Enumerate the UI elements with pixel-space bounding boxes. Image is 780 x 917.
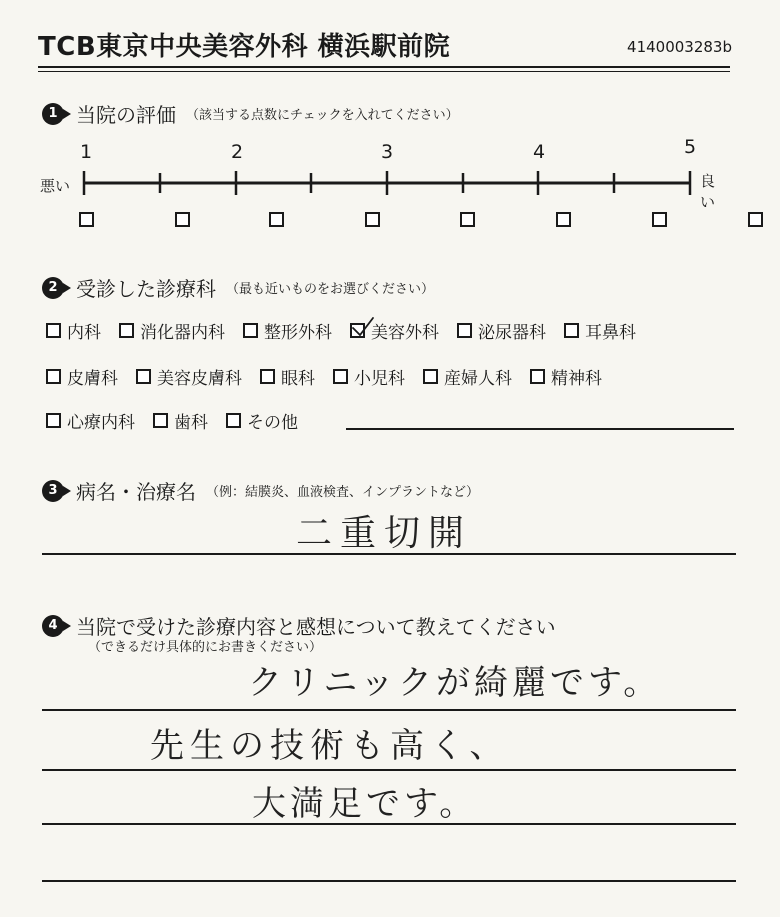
- department-label: 精神科: [551, 369, 602, 389]
- section-number-badge: 1: [42, 103, 64, 125]
- department-option[interactable]: [46, 318, 101, 343]
- rating-checkbox-1[interactable]: [79, 212, 94, 227]
- department-row-3: [46, 408, 306, 433]
- form-title: TCB東京中央美容外科 横浜駅前院: [38, 32, 451, 62]
- department-option[interactable]: [243, 318, 332, 343]
- department-label: 皮膚科: [67, 369, 118, 389]
- scale-bad-label: 悪い: [40, 177, 71, 195]
- feedback-rule-4: [42, 880, 736, 882]
- feedback-rule-1: [42, 709, 736, 711]
- section-3-hint: （例：結膜炎、血液検査、インプラントなど）: [206, 485, 480, 500]
- section-3-label: 病名・治療名: [76, 480, 196, 504]
- rating-checkbox-2-5[interactable]: [365, 212, 380, 227]
- department-label: 小児科: [354, 369, 405, 389]
- department-checkbox[interactable]: [530, 369, 545, 384]
- department-checkbox[interactable]: [153, 413, 168, 428]
- department-checkbox[interactable]: [260, 369, 275, 384]
- section-number-badge: 2: [42, 277, 64, 299]
- department-checkbox[interactable]: [46, 323, 61, 338]
- feedback-line-1[interactable]: クリニックが綺麗です。: [248, 663, 662, 703]
- department-option[interactable]: [457, 318, 546, 343]
- rating-checkbox-3[interactable]: [460, 212, 475, 227]
- department-option[interactable]: [46, 364, 118, 389]
- department-option[interactable]: [423, 364, 512, 389]
- section-2-label: 受診した診療科: [76, 277, 216, 301]
- department-checkbox[interactable]: [564, 323, 579, 338]
- other-department-line[interactable]: [346, 428, 734, 430]
- department-label: 眼科: [281, 369, 315, 389]
- department-checkbox[interactable]: [226, 413, 241, 428]
- section-4-hint: （できるだけ具体的にお書きください）: [88, 640, 323, 655]
- scale-number-3: 3: [380, 141, 394, 163]
- scale-number-4: 4: [532, 141, 546, 163]
- department-option-checked[interactable]: [350, 318, 439, 343]
- section-number-badge: 4: [42, 615, 64, 637]
- diagnosis-line: [42, 553, 736, 555]
- department-label: 耳鼻科: [585, 323, 636, 343]
- department-label: 内科: [67, 323, 101, 343]
- department-checkbox[interactable]: [136, 369, 151, 384]
- department-option[interactable]: [136, 364, 242, 389]
- department-label: 整形外科: [264, 323, 332, 343]
- section-2-hint: （最も近いものをお選びください）: [226, 282, 435, 297]
- department-option[interactable]: [564, 318, 636, 343]
- department-label: 泌尿器科: [478, 323, 546, 343]
- department-option[interactable]: [153, 408, 208, 433]
- department-checkbox[interactable]: [457, 323, 472, 338]
- department-option[interactable]: [260, 364, 315, 389]
- feedback-line-3[interactable]: 大満足です。: [252, 784, 478, 824]
- diagnosis-answer[interactable]: 二重切開: [296, 513, 473, 554]
- scale-number-1: 1: [79, 141, 93, 163]
- department-row-1: [46, 318, 636, 343]
- department-row-2: [46, 364, 602, 389]
- section-number-badge: 3: [42, 480, 64, 502]
- department-label: 美容皮膚科: [157, 369, 242, 389]
- rating-checkbox-2[interactable]: [269, 212, 284, 227]
- department-label: 消化器内科: [140, 323, 225, 343]
- section-4-label: 当院で受けた診療内容と感想について教えてください: [76, 615, 556, 639]
- scale-axis: [0, 0, 780, 240]
- department-label: 産婦人科: [444, 369, 512, 389]
- department-option[interactable]: [530, 364, 602, 389]
- department-checkbox[interactable]: [423, 369, 438, 384]
- department-checkbox[interactable]: [243, 323, 258, 338]
- section-2-header: [42, 273, 434, 302]
- department-label: その他: [247, 413, 298, 433]
- department-label: 歯科: [174, 413, 208, 433]
- department-option[interactable]: [226, 408, 298, 433]
- department-label: 心療内科: [67, 413, 135, 433]
- department-checkbox-checked[interactable]: [350, 323, 365, 338]
- department-checkbox[interactable]: [333, 369, 348, 384]
- section-1-hint: （該当する点数にチェックを入れてください）: [186, 108, 459, 123]
- scale-number-5: 5: [683, 136, 697, 158]
- section-1-label: 当院の評価: [76, 103, 176, 127]
- scale-good-label: 良い: [700, 172, 716, 211]
- department-option[interactable]: [46, 408, 135, 433]
- feedback-rule-2: [42, 769, 736, 771]
- department-checkbox[interactable]: [46, 413, 61, 428]
- form-id: 4140003283b: [627, 38, 732, 56]
- department-checkbox[interactable]: [46, 369, 61, 384]
- department-option[interactable]: [119, 318, 225, 343]
- rating-checkbox-1-5[interactable]: [175, 212, 190, 227]
- department-option[interactable]: [333, 364, 405, 389]
- department-label: 美容外科: [371, 323, 439, 343]
- feedback-rule-3: [42, 823, 736, 825]
- feedback-line-2[interactable]: 先生の技術も高く、: [150, 726, 510, 766]
- section-3-header: [42, 476, 479, 505]
- department-checkbox[interactable]: [119, 323, 134, 338]
- rating-checkbox-3-5[interactable]: [556, 212, 571, 227]
- rating-checkbox-4-5[interactable]: [748, 212, 763, 227]
- rating-checkbox-4[interactable]: [652, 212, 667, 227]
- scale-number-2: 2: [230, 141, 244, 163]
